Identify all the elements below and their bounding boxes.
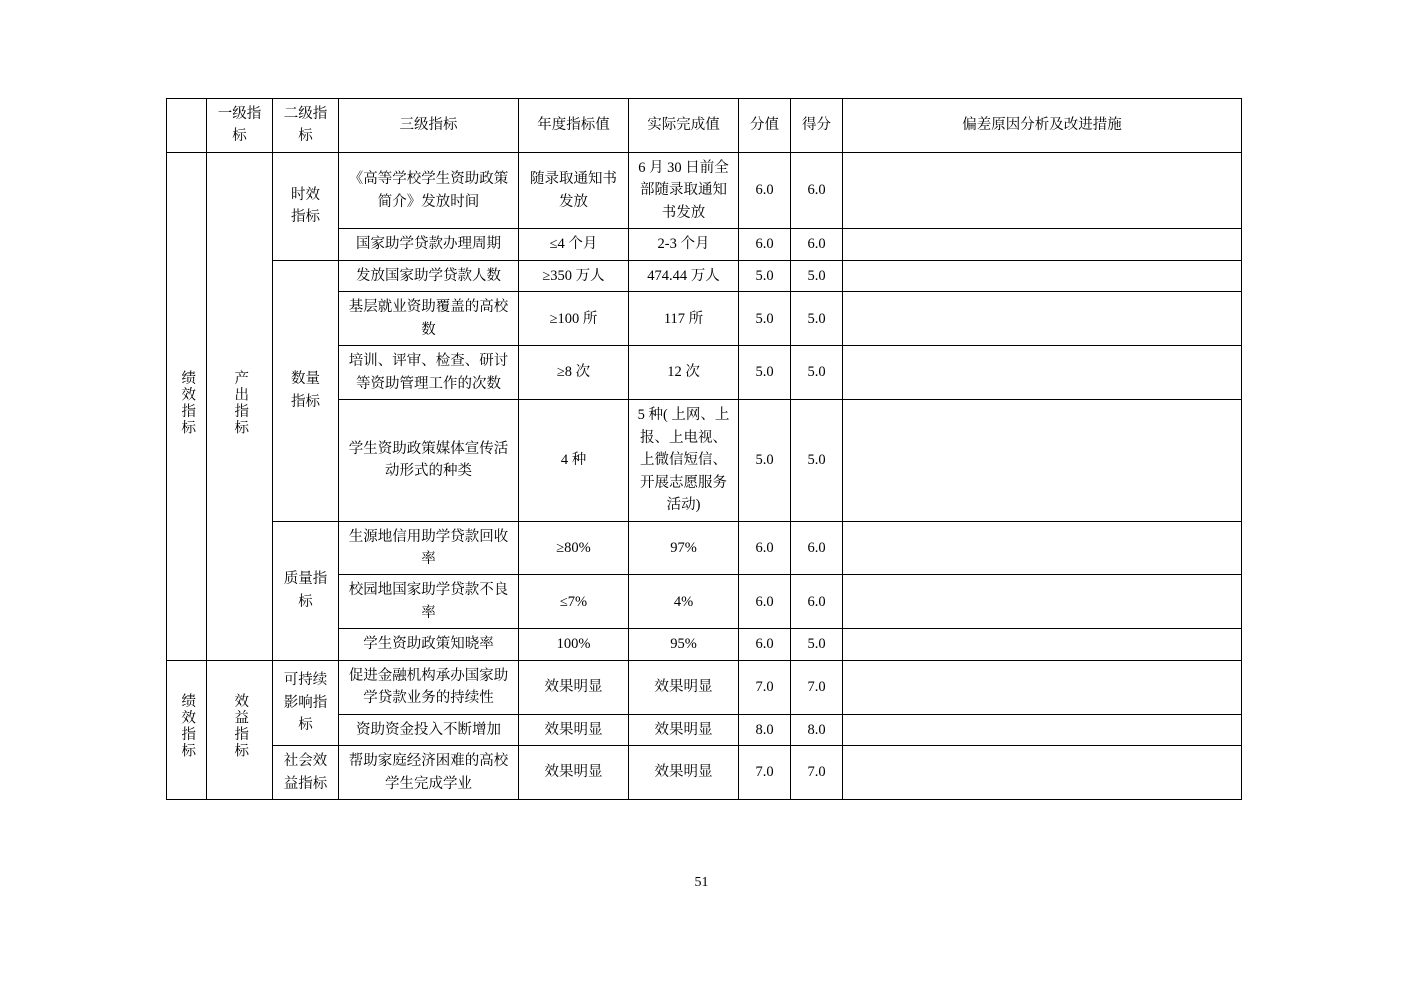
page-number: 51: [694, 875, 709, 890]
level3-group-4-line3: 标: [298, 717, 313, 734]
level2-label-1: 产出指标: [232, 369, 249, 436]
actual-value: 474.44 万人: [629, 260, 739, 291]
level3-group-3-line2: 标: [298, 593, 313, 610]
score-got: 6.0: [791, 152, 843, 228]
score-value: 8.0: [739, 714, 791, 745]
actual-value: 117 所: [629, 292, 739, 346]
header-level1-line1: 一级指: [217, 106, 262, 122]
annual-target: 随录取通知书发放: [519, 152, 629, 228]
annual-target: ≥100 所: [519, 292, 629, 346]
level3-group-5-line1: 社会效: [283, 753, 328, 770]
indicator-name: 校园地国家助学贷款不良率: [339, 575, 519, 629]
annual-target: 100%: [519, 629, 629, 660]
header-level1-line2: 标: [232, 128, 247, 145]
indicator-name: 发放国家助学贷款人数: [339, 260, 519, 291]
performance-indicator-table: [166, 98, 1242, 800]
annual-target: ≥8 次: [519, 346, 629, 400]
score-got: 6.0: [791, 229, 843, 260]
level2-label-cell-2: [207, 660, 273, 799]
indicator-name: 基层就业资助覆盖的高校数: [339, 292, 519, 346]
level3-group-1-line2: 指标: [291, 209, 320, 226]
score-value: 7.0: [739, 746, 791, 800]
analysis-cell[interactable]: [843, 260, 1242, 291]
annual-target: ≤7%: [519, 575, 629, 629]
annual-target: ≤4 个月: [519, 229, 629, 260]
actual-value: 12 次: [629, 346, 739, 400]
level3-group-cell-2: [273, 260, 339, 521]
table-row: [167, 660, 1242, 714]
score-got: 7.0: [791, 746, 843, 800]
header-level1: [207, 99, 273, 153]
actual-value: 2-3 个月: [629, 229, 739, 260]
score-value: 5.0: [739, 346, 791, 400]
table-row: [167, 152, 1242, 228]
actual-value: 6 月 30 日前全部随录取通知书发放: [629, 152, 739, 228]
level1-label-cell-2: [167, 660, 207, 799]
score-got: 5.0: [791, 629, 843, 660]
indicator-name: 资助资金投入不断增加: [339, 714, 519, 745]
table-row: [167, 260, 1242, 291]
score-value: 5.0: [739, 400, 791, 521]
score-value: 6.0: [739, 629, 791, 660]
score-value: 6.0: [739, 521, 791, 575]
level2-label-cell-1: [207, 152, 273, 660]
level3-group-2-line1: 数量: [291, 371, 320, 388]
score-got: 5.0: [791, 260, 843, 291]
indicator-name: 国家助学贷款办理周期: [339, 229, 519, 260]
score-got: 7.0: [791, 660, 843, 714]
analysis-cell[interactable]: [843, 629, 1242, 660]
indicator-name: 帮助家庭经济困难的高校学生完成学业: [339, 746, 519, 800]
performance-indicator-table-wrapper: [166, 98, 1241, 800]
indicator-name: 生源地信用助学贷款回收率: [339, 521, 519, 575]
actual-value: 4%: [629, 575, 739, 629]
level1-label-2: 绩效指标: [179, 693, 196, 760]
header-score-value: 分值: [739, 99, 791, 153]
level3-group-5-line2: 益指标: [283, 775, 328, 792]
level1-label-cell-1: [167, 152, 207, 660]
table-row: [167, 521, 1242, 575]
level3-group-2-line2: 指标: [291, 393, 320, 410]
indicator-name: 培训、评审、检查、研讨等资助管理工作的次数: [339, 346, 519, 400]
annual-target: ≥350 万人: [519, 260, 629, 291]
level3-group-cell-5: [273, 746, 339, 800]
analysis-cell[interactable]: [843, 660, 1242, 714]
actual-value: 5 种( 上网、上报、上电视、上微信短信、开展志愿服务活动): [629, 400, 739, 521]
actual-value: 97%: [629, 521, 739, 575]
table-header-row: [167, 99, 1242, 153]
actual-value: 95%: [629, 629, 739, 660]
header-analysis: 偏差原因分析及改进措施: [843, 99, 1242, 153]
level3-group-cell-4: [273, 660, 339, 745]
analysis-cell[interactable]: [843, 152, 1242, 228]
level1-label-1: 绩效指标: [179, 369, 196, 436]
actual-value: 效果明显: [629, 746, 739, 800]
annual-target: 效果明显: [519, 660, 629, 714]
analysis-cell[interactable]: [843, 292, 1242, 346]
analysis-cell[interactable]: [843, 229, 1242, 260]
header-level2: [273, 99, 339, 153]
header-blank: [167, 99, 207, 153]
level3-group-4-line1: 可持续: [283, 672, 328, 689]
level3-group-4-line2: 影响指: [283, 694, 328, 711]
table-row: [167, 746, 1242, 800]
score-got: 5.0: [791, 400, 843, 521]
indicator-name: 学生资助政策媒体宣传活动形式的种类: [339, 400, 519, 521]
analysis-cell[interactable]: [843, 346, 1242, 400]
indicator-name: 学生资助政策知晓率: [339, 629, 519, 660]
level2-label-2: 效益指标: [232, 693, 249, 760]
analysis-cell[interactable]: [843, 746, 1242, 800]
score-got: 6.0: [791, 575, 843, 629]
analysis-cell[interactable]: [843, 521, 1242, 575]
level3-group-cell-3: [273, 521, 339, 660]
header-actual-value: 实际完成值: [629, 99, 739, 153]
header-annual-target: 年度指标值: [519, 99, 629, 153]
score-value: 6.0: [739, 575, 791, 629]
annual-target: 4 种: [519, 400, 629, 521]
analysis-cell[interactable]: [843, 400, 1242, 521]
header-level2-line2: 标: [298, 128, 313, 145]
analysis-cell[interactable]: [843, 714, 1242, 745]
header-level3: 三级指标: [339, 99, 519, 153]
score-value: 7.0: [739, 660, 791, 714]
analysis-cell[interactable]: [843, 575, 1242, 629]
actual-value: 效果明显: [629, 660, 739, 714]
score-value: 6.0: [739, 152, 791, 228]
score-value: 6.0: [739, 229, 791, 260]
indicator-name: 促进金融机构承办国家助学贷款业务的持续性: [339, 660, 519, 714]
annual-target: ≥80%: [519, 521, 629, 575]
score-value: 5.0: [739, 292, 791, 346]
level3-group-3-line1: 质量指: [283, 571, 328, 588]
level3-group-1-line1: 时效: [291, 186, 320, 203]
score-got: 5.0: [791, 292, 843, 346]
score-got: 5.0: [791, 346, 843, 400]
score-got: 6.0: [791, 521, 843, 575]
annual-target: 效果明显: [519, 714, 629, 745]
level3-group-cell-1: [273, 152, 339, 260]
score-got: 8.0: [791, 714, 843, 745]
indicator-name: 《高等学校学生资助政策简介》发放时间: [339, 152, 519, 228]
score-value: 5.0: [739, 260, 791, 291]
header-score-got: 得分: [791, 99, 843, 153]
header-level2-line1: 二级指: [283, 106, 328, 122]
annual-target: 效果明显: [519, 746, 629, 800]
actual-value: 效果明显: [629, 714, 739, 745]
